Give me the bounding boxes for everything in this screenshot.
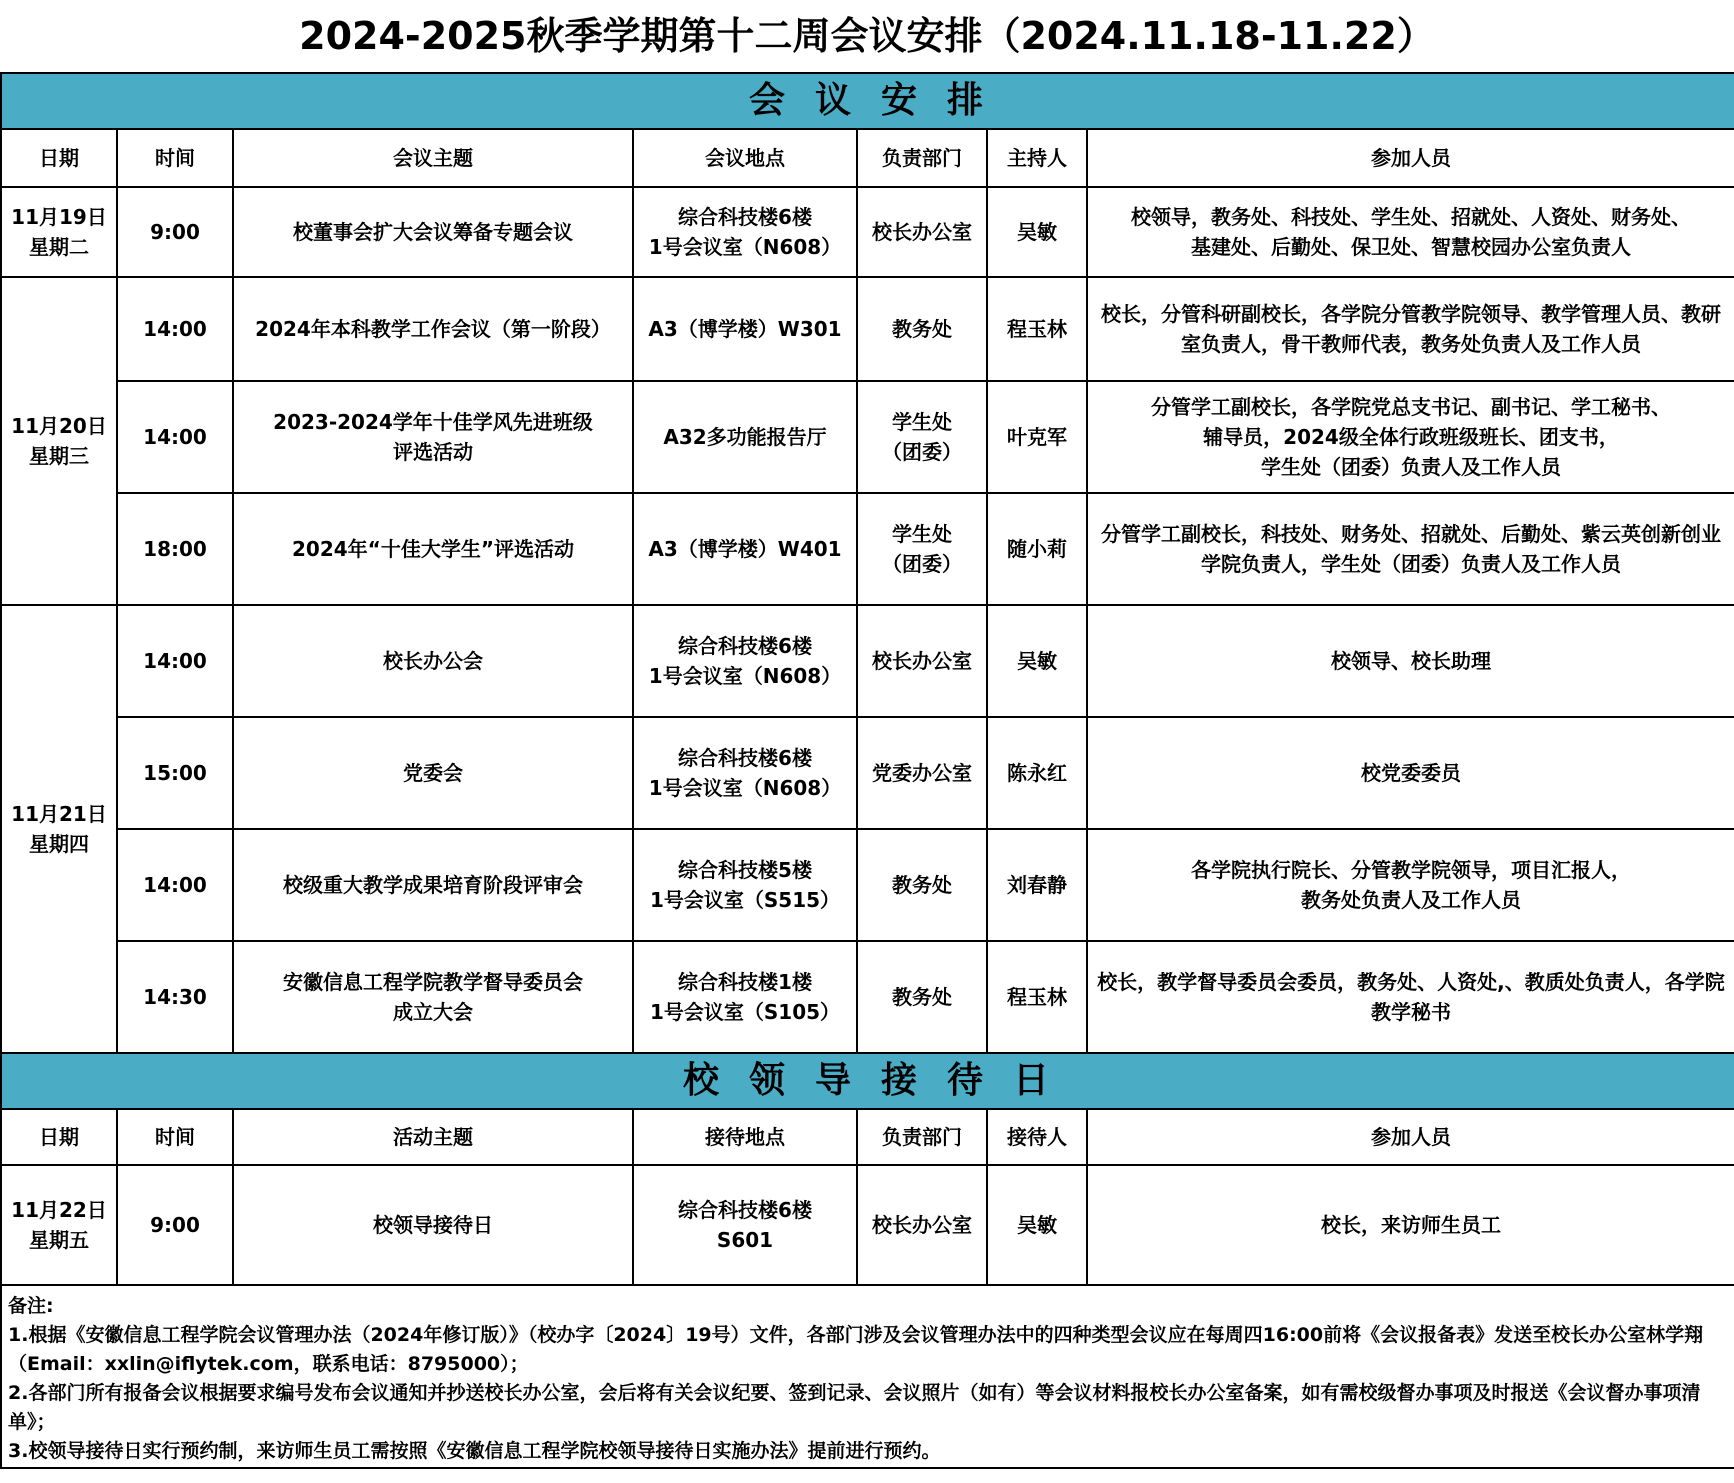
table-row — [1, 941, 1734, 1053]
time-cell: 14:00 — [117, 605, 233, 717]
page-title: 2024-2025秋季学期第十二周会议安排（2024.11.18-11.22） — [299, 14, 1435, 58]
header-attendees: 参加人员 — [1087, 129, 1734, 187]
host-cell: 随小莉 — [987, 493, 1087, 605]
topic-cell: 2024年“十佳大学生”评选活动 — [233, 493, 633, 605]
dept-cell: 教务处 — [857, 277, 987, 381]
time-cell: 9:00 — [117, 1165, 233, 1285]
time-cell: 14:00 — [117, 381, 233, 493]
header-dept: 负责部门 — [857, 129, 987, 187]
header-attendees: 参加人员 — [1087, 1109, 1734, 1165]
location-cell: 综合科技楼6楼 1号会议室（N608） — [633, 605, 857, 717]
location-cell: 综合科技楼6楼 S601 — [633, 1165, 857, 1285]
dept-cell: 校长办公室 — [857, 605, 987, 717]
host-cell: 吴敏 — [987, 1165, 1087, 1285]
attendees-cell: 校领导、校长助理 — [1087, 605, 1734, 717]
note-item: 1.根据《安徽信息工程学院会议管理办法（2024年修订版）》（校办字〔2024〕19号）文件，各部门涉及会议管理办法中的四种类型会议应在每周四16:00前将《会议报备表》发送至校长办公室林学翔（Email：xxlin@iflytek.com，联系电话：8795000）； — [8, 1324, 1704, 1375]
note-item: 2.各部门所有报备会议根据要求编号发布会议通知并抄送校长办公室，会后将有关会议纪要、签到记录、会议照片（如有）等会议材料报校长办公室备案，如有需校级督办事项及时报送《会议督办事项清单》； — [8, 1382, 1701, 1433]
header-host: 主持人 — [987, 129, 1087, 187]
table-row — [1, 717, 1734, 829]
note-item: 3.校领导接待日实行预约制，来访师生员工需按照《安徽信息工程学院校领导接待日实施办法》提前进行预约。 — [8, 1440, 941, 1462]
time-cell: 14:00 — [117, 829, 233, 941]
header-date: 日期 — [1, 129, 117, 187]
host-cell: 程玉林 — [987, 941, 1087, 1053]
time-cell: 14:30 — [117, 941, 233, 1053]
location-cell: 综合科技楼6楼 1号会议室（N608） — [633, 187, 857, 277]
time-cell: 14:00 — [117, 277, 233, 381]
notes-heading: 备注: — [8, 1295, 54, 1317]
header-location: 会议地点 — [633, 129, 857, 187]
date-cell: 11月22日 星期五 — [1, 1165, 117, 1285]
dept-cell: 学生处 （团委） — [857, 493, 987, 605]
date-cell: 11月20日 星期三 — [1, 277, 117, 605]
host-cell: 程玉林 — [987, 277, 1087, 381]
topic-cell: 2024年本科教学工作会议（第一阶段） — [233, 277, 633, 381]
dept-cell: 党委办公室 — [857, 717, 987, 829]
header-dept: 负责部门 — [857, 1109, 987, 1165]
location-cell: 综合科技楼1楼 1号会议室（S105） — [633, 941, 857, 1053]
location-cell: A32多功能报告厅 — [633, 381, 857, 493]
dept-cell: 教务处 — [857, 829, 987, 941]
attendees-cell: 分管学工副校长，各学院党总支书记、副书记、学工秘书、 辅导员，2024级全体行政班级班长、团支书， 学生处（团委）负责人及工作人员 — [1087, 381, 1734, 493]
header-host: 接待人 — [987, 1109, 1087, 1165]
host-cell: 吴敏 — [987, 605, 1087, 717]
topic-cell: 校领导接待日 — [233, 1165, 633, 1285]
host-cell: 吴敏 — [987, 187, 1087, 277]
table-row — [1, 381, 1734, 493]
attendees-cell: 校长，分管科研副校长，各学院分管教学院领导、教学管理人员、教研室负责人，骨干教师代表，教务处负责人及工作人员 — [1087, 277, 1734, 381]
location-cell: 综合科技楼5楼 1号会议室（S515） — [633, 829, 857, 941]
table-row — [1, 493, 1734, 605]
dept-cell: 学生处 （团委） — [857, 381, 987, 493]
notes-cell — [1, 1285, 1734, 1468]
attendees-cell: 校领导，教务处、科技处、学生处、招就处、人资处、财务处、 基建处、后勤处、保卫处、智慧校园办公室负责人 — [1087, 187, 1734, 277]
reception-header-row — [1, 1109, 1734, 1165]
host-cell: 陈永红 — [987, 717, 1087, 829]
dept-cell: 校长办公室 — [857, 1165, 987, 1285]
location-cell: 综合科技楼6楼 1号会议室（N608） — [633, 717, 857, 829]
meeting-banner: 会议安排 — [1, 73, 1734, 129]
time-cell: 9:00 — [117, 187, 233, 277]
time-cell: 15:00 — [117, 717, 233, 829]
meeting-banner-row — [1, 73, 1734, 129]
topic-cell: 安徽信息工程学院教学督导委员会 成立大会 — [233, 941, 633, 1053]
table-row — [1, 829, 1734, 941]
dept-cell: 教务处 — [857, 941, 987, 1053]
table-row — [1, 187, 1734, 277]
notes-row — [1, 1285, 1734, 1468]
host-cell: 刘春静 — [987, 829, 1087, 941]
reception-banner-row — [1, 1053, 1734, 1109]
table-row — [1, 605, 1734, 717]
attendees-cell: 校长，来访师生员工 — [1087, 1165, 1734, 1285]
meeting-header-row — [1, 129, 1734, 187]
host-cell: 叶克军 — [987, 381, 1087, 493]
topic-cell: 校长办公会 — [233, 605, 633, 717]
date-cell: 11月19日 星期二 — [1, 187, 117, 277]
reception-banner: 校领导接待日 — [1, 1053, 1734, 1109]
header-topic: 活动主题 — [233, 1109, 633, 1165]
dept-cell: 校长办公室 — [857, 187, 987, 277]
header-time: 时间 — [117, 1109, 233, 1165]
table-row — [1, 277, 1734, 381]
date-cell: 11月21日 星期四 — [1, 605, 117, 1053]
attendees-cell: 各学院执行院长、分管教学院领导，项目汇报人， 教务处负责人及工作人员 — [1087, 829, 1734, 941]
header-date: 日期 — [1, 1109, 117, 1165]
topic-cell: 校董事会扩大会议筹备专题会议 — [233, 187, 633, 277]
attendees-cell: 校长，教学督导委员会委员，教务处、人资处,、教质处负责人，各学院教学秘书 — [1087, 941, 1734, 1053]
topic-cell: 党委会 — [233, 717, 633, 829]
time-cell: 18:00 — [117, 493, 233, 605]
topic-cell: 2023-2024学年十佳学风先进班级 评选活动 — [233, 381, 633, 493]
attendees-cell: 校党委委员 — [1087, 717, 1734, 829]
location-cell: A3（博学楼）W401 — [633, 493, 857, 605]
location-cell: A3（博学楼）W301 — [633, 277, 857, 381]
schedule-table — [0, 72, 1734, 1469]
topic-cell: 校级重大教学成果培育阶段评审会 — [233, 829, 633, 941]
header-location: 接待地点 — [633, 1109, 857, 1165]
header-topic: 会议主题 — [233, 129, 633, 187]
table-row — [1, 1165, 1734, 1285]
header-time: 时间 — [117, 129, 233, 187]
attendees-cell: 分管学工副校长，科技处、财务处、招就处、后勤处、紫云英创新创业学院负责人，学生处（团委）负责人及工作人员 — [1087, 493, 1734, 605]
